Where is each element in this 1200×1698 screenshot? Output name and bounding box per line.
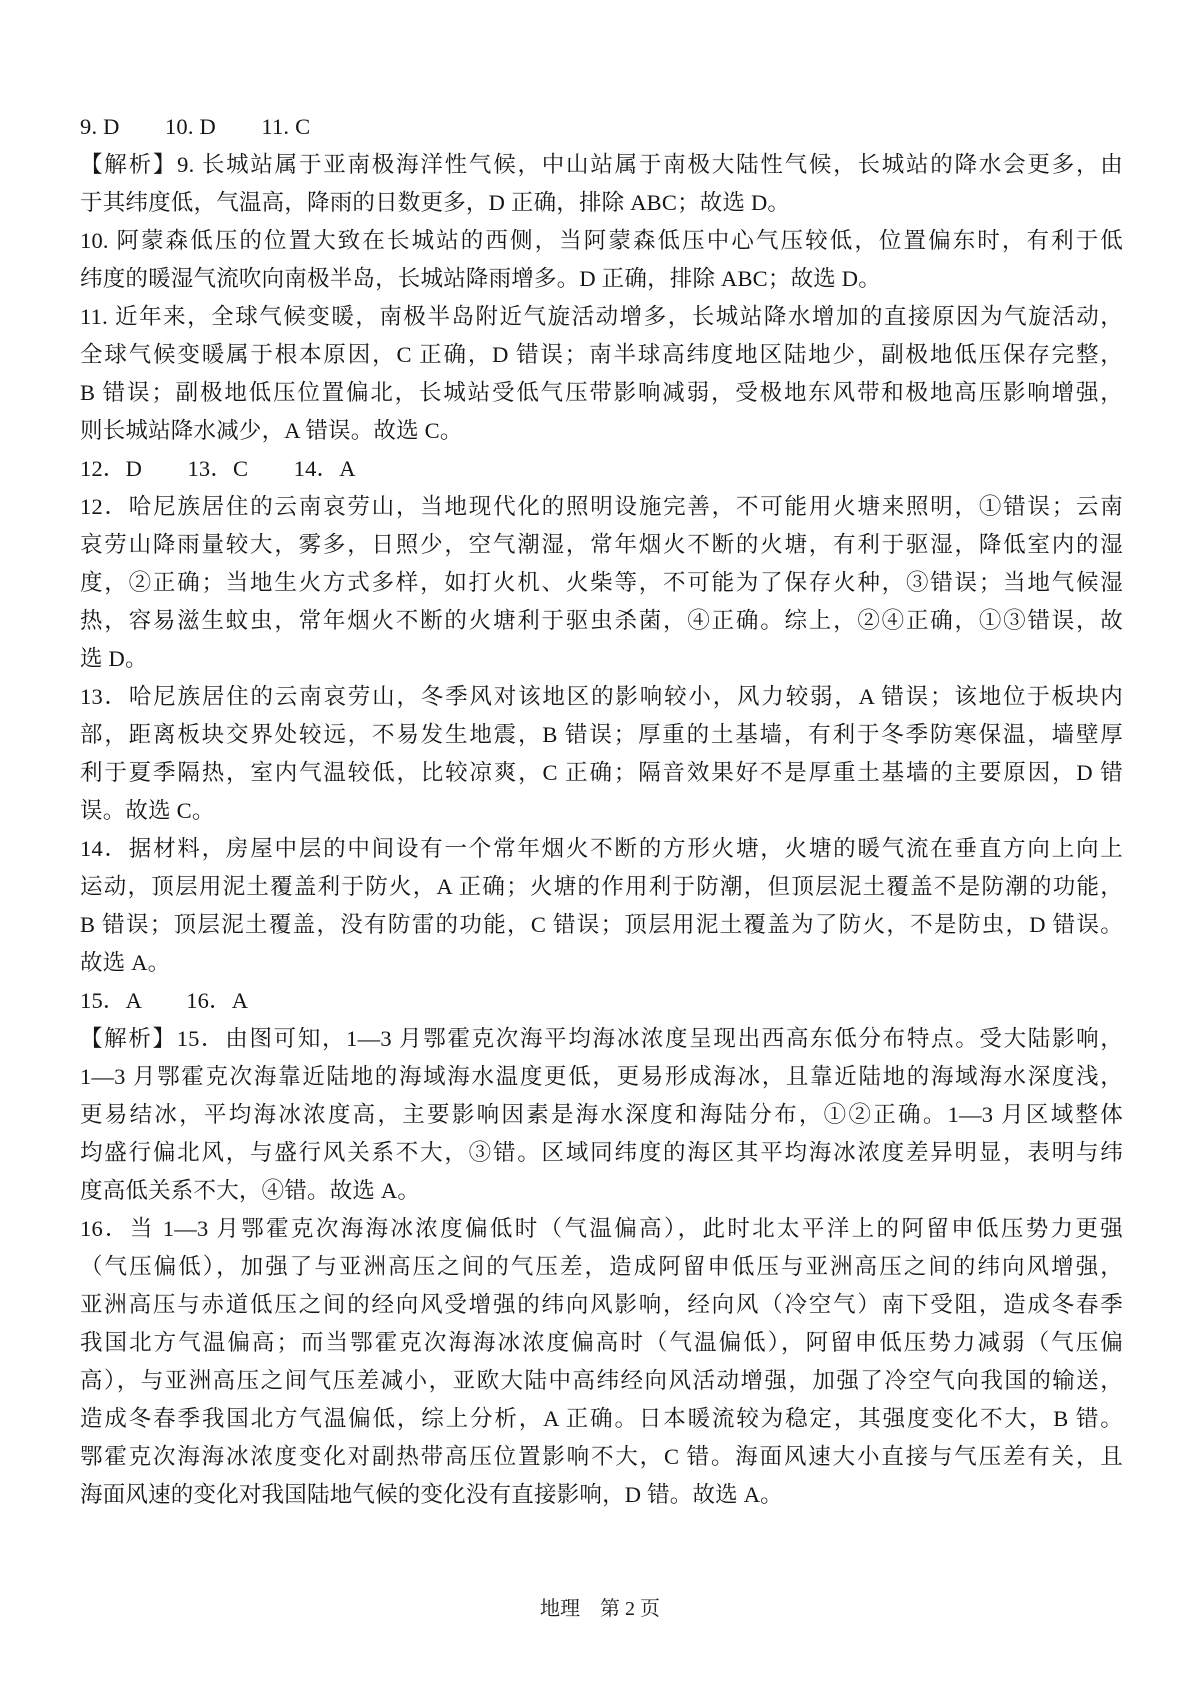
text-line: （气压偏低），加强了与亚洲高压之间的气压差，造成阿留申低压与亚洲高压之间的纬向风增强，	[80, 1254, 1123, 1279]
text-line: 9. D 10. D 11. C	[80, 114, 311, 139]
text-line: 部，距离板块交界处较远，不易发生地震，B 错误；厚重的土基墙，有利于冬季防寒保温，墙壁厚	[80, 722, 1123, 747]
text-line: 高），与亚洲高压之间气压差减小，亚欧大陆中高纬经向风活动增强，加强了冷空气向我国的输送，	[80, 1368, 1123, 1393]
text-line: 【解析】9. 长城站属于亚南极海洋性气候，中山站属于南极大陆性气候，长城站的降水会更多，由	[80, 152, 1123, 177]
text-line: 海面风速的变化对我国陆地气候的变化没有直接影响，D 错。故选 A。	[80, 1482, 783, 1507]
text-line: 13．哈尼族居住的云南哀劳山，冬季风对该地区的影响较小，风力较弱，A 错误；该地位于板块内	[80, 684, 1123, 709]
text-line: 1—3 月鄂霍克次海靠近陆地的海域海水温度更低，更易形成海冰，且靠近陆地的海域海水深度浅，	[80, 1064, 1123, 1089]
text-line: B 错误；顶层泥土覆盖，没有防雷的功能，C 错误；顶层用泥土覆盖为了防火，不是防虫，D 错误。	[80, 912, 1123, 937]
text-line: 【解析】15．由图可知，1—3 月鄂霍克次海平均海冰浓度呈现出西高东低分布特点。受大陆影响，	[80, 1026, 1123, 1051]
text-line: 度高低关系不大，④错。故选 A。	[80, 1178, 421, 1203]
text-line: 故选 A。	[80, 950, 171, 975]
text-line: 纬度的暖湿气流吹向南极半岛，长城站降雨增多。D 正确，排除 ABC；故选 D。	[80, 266, 881, 291]
page-footer	[0, 1594, 1200, 1624]
answer-text	[80, 108, 1123, 1514]
text-line: 14．据材料，房屋中层的中间设有一个常年烟火不断的方形火塘，火塘的暖气流在垂直方向上向上	[80, 836, 1123, 861]
text-line: 利于夏季隔热，室内气温较低，比较凉爽，C 正确；隔音效果好不是厚重土基墙的主要原因，D 错	[80, 760, 1123, 785]
text-line: 度，②正确；当地生火方式多样，如打火机、火柴等，不可能为了保存火种，③错误；当地气候湿	[80, 570, 1123, 595]
text-line: 16．当 1—3 月鄂霍克次海海冰浓度偏低时（气温偏高），此时北太平洋上的阿留申低压势力更强	[80, 1216, 1123, 1241]
text-line: 运动，顶层用泥土覆盖利于防火，A 正确；火塘的作用利于防潮，但顶层泥土覆盖不是防潮的功能，	[80, 874, 1123, 899]
text-line: B 错误；副极地低压位置偏北，长城站受低气压带影响减弱，受极地东风带和极地高压影响增强，	[80, 380, 1123, 405]
text-line: 亚洲高压与赤道低压之间的经向风受增强的纬向风影响，经向风（冷空气）南下受阻，造成冬春季	[80, 1292, 1123, 1317]
text-line: 鄂霍克次海海冰浓度变化对副热带高压位置影响不大，C 错。海面风速大小直接与气压差有关，且	[80, 1444, 1123, 1469]
footer-label: 地理 第 2 页	[540, 1598, 660, 1620]
text-line: 哀劳山降雨量较大，雾多，日照少，空气潮湿，常年烟火不断的火塘，有利于驱湿，降低室内的湿	[80, 532, 1123, 557]
text-line: 12．D 13．C 14．A	[80, 456, 356, 481]
text-line: 我国北方气温偏高；而当鄂霍克次海海冰浓度偏高时（气温偏低），阿留申低压势力减弱（气压偏	[80, 1330, 1123, 1355]
text-line: 造成冬春季我国北方气温偏低，综上分析，A 正确。日本暖流较为稳定，其强度变化不大，B 错。	[80, 1406, 1123, 1431]
text-line: 15．A 16．A	[80, 988, 249, 1013]
text-line: 则长城站降水减少，A 错误。故选 C。	[80, 418, 463, 443]
text-line: 全球气候变暖属于根本原因，C 正确，D 错误；南半球高纬度地区陆地少，副极地低压保存完整，	[80, 342, 1123, 367]
text-line: 选 D。	[80, 646, 148, 671]
text-line: 12．哈尼族居住的云南哀劳山，当地现代化的照明设施完善，不可能用火塘来照明，①错误；云南	[80, 494, 1123, 519]
text-line: 11. 近年来，全球气候变暖，南极半岛附近气旋活动增多，长城站降水增加的直接原因为气旋活动，	[80, 304, 1123, 329]
text-line: 10. 阿蒙森低压的位置大致在长城站的西侧，当阿蒙森低压中心气压较低，位置偏东时，有利于低	[80, 228, 1123, 253]
text-line: 于其纬度低，气温高，降雨的日数更多，D 正确，排除 ABC；故选 D。	[80, 190, 791, 215]
text-line: 更易结冰，平均海冰浓度高，主要影响因素是海水深度和海陆分布，①②正确。1—3 月区域整体	[80, 1102, 1123, 1127]
text-line: 热，容易滋生蚊虫，常年烟火不断的火塘利于驱虫杀菌，④正确。综上，②④正确，①③错误，故	[80, 608, 1123, 633]
text-line: 均盛行偏北风，与盛行风关系不大，③错。区域同纬度的海区其平均海冰浓度差异明显，表明与纬	[80, 1140, 1123, 1165]
text-line: 误。故选 C。	[80, 798, 215, 823]
